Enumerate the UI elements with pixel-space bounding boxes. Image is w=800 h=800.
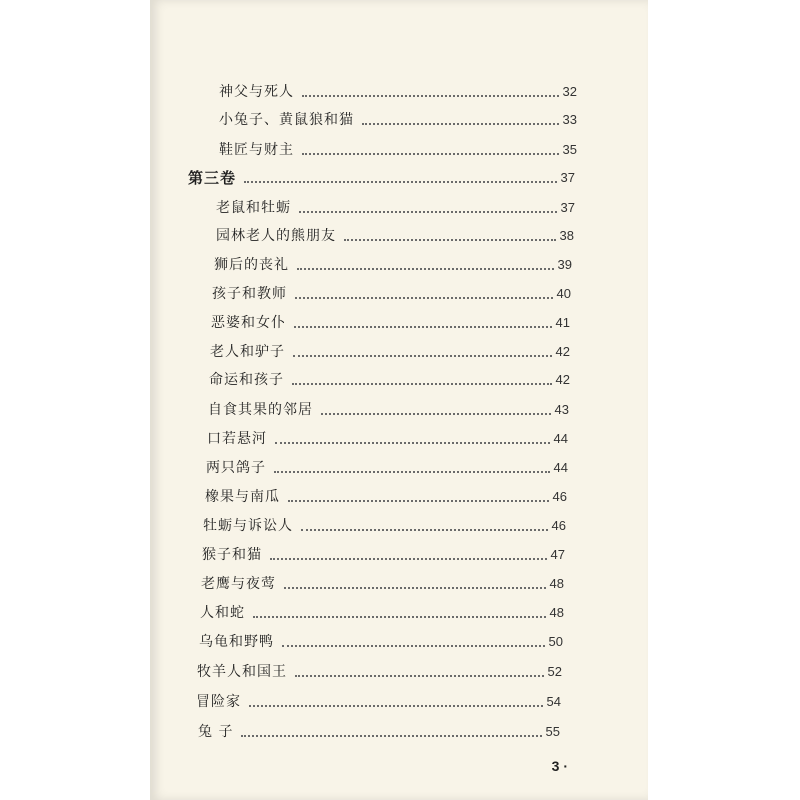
toc-entry-page: 40 <box>556 286 571 301</box>
toc-entry-page: 55 <box>545 724 560 739</box>
dot-leader <box>294 326 552 328</box>
toc-entry-page: 47 <box>550 547 565 562</box>
toc-entry-title: 老鹰与夜莺 <box>201 576 276 592</box>
toc-entry-title: 老人和驴子 <box>210 344 285 360</box>
dot-leader <box>288 500 549 502</box>
toc-entry <box>197 656 562 680</box>
toc-entry-title: 人和蛇 <box>200 605 245 621</box>
toc-entry <box>205 481 567 505</box>
toc-entry-title: 牧羊人和国王 <box>197 664 287 680</box>
toc-entry-page: 37 <box>560 170 575 185</box>
toc-entry <box>203 510 566 534</box>
dot-leader <box>344 239 556 241</box>
dot-leader <box>284 587 546 589</box>
toc-entry <box>210 336 570 360</box>
dot-leader <box>297 268 554 270</box>
toc-entry-page: 42 <box>555 372 570 387</box>
toc-entry-page: 46 <box>551 518 566 533</box>
toc-entry <box>211 307 570 331</box>
toc-entry <box>201 568 564 592</box>
toc-entry-page: 38 <box>559 228 574 243</box>
toc-entry-title: 口若悬河 <box>207 431 267 447</box>
toc-entry <box>209 364 570 388</box>
toc-entry <box>219 76 577 100</box>
toc-entry-title: 兔 子 <box>198 724 234 740</box>
dot-leader <box>241 735 541 737</box>
toc-entry-page: 46 <box>552 489 567 504</box>
toc-entry <box>214 249 572 273</box>
book-page <box>150 0 648 800</box>
dot-leader <box>293 355 552 357</box>
toc-entry-title: 狮后的丧礼 <box>214 257 289 273</box>
dot-leader <box>299 211 557 213</box>
toc-entry-page: 41 <box>555 315 570 330</box>
dot-leader <box>301 529 548 531</box>
toc-entry-title: 命运和孩子 <box>209 372 284 388</box>
toc-entry-title: 冒险家 <box>196 694 241 710</box>
toc-entry-page: 44 <box>553 431 568 446</box>
table-of-contents <box>150 0 648 800</box>
toc-entry <box>207 423 568 447</box>
toc-entry <box>212 278 571 302</box>
dot-leader <box>292 383 552 385</box>
toc-entry <box>202 539 565 563</box>
toc-entry-page: 32 <box>562 84 577 99</box>
toc-entry-page: 42 <box>555 344 570 359</box>
toc-entry-page: 43 <box>554 402 569 417</box>
dot-leader <box>244 181 557 183</box>
toc-entry-title: 孩子和教师 <box>212 286 287 302</box>
toc-entry-title: 乌龟和野鸭 <box>199 634 274 650</box>
dot-leader <box>274 471 550 473</box>
toc-entry-page: 35 <box>562 142 577 157</box>
toc-entry-page: 54 <box>546 694 561 709</box>
toc-entry-title: 小兔子、黄鼠狼和猫 <box>219 112 354 128</box>
toc-entry-title: 神父与死人 <box>219 84 294 100</box>
toc-entry-title: 两只鸽子 <box>206 460 266 476</box>
toc-entry <box>200 597 564 621</box>
dot-leader <box>302 95 559 97</box>
toc-entry-title: 园林老人的熊朋友 <box>216 228 336 244</box>
toc-entry <box>219 104 577 128</box>
toc-entry-page: 44 <box>553 460 568 475</box>
toc-entry-page: 50 <box>548 634 563 649</box>
toc-entry-title: 鞋匠与财主 <box>219 142 294 158</box>
dot-leader <box>295 297 553 299</box>
toc-entry <box>219 134 577 158</box>
toc-entry-page: 52 <box>547 664 562 679</box>
toc-entry-title: 老鼠和牡蛎 <box>216 200 291 216</box>
dot-leader <box>321 413 551 415</box>
toc-entry-page: 37 <box>560 200 575 215</box>
toc-entry-title: 自食其果的邻居 <box>208 402 313 418</box>
dot-leader <box>295 675 544 677</box>
page-number: 3 · <box>551 758 568 774</box>
toc-entry <box>216 192 575 216</box>
toc-entry-title: 橡果与南瓜 <box>205 489 280 505</box>
toc-entry <box>216 220 574 244</box>
toc-entry-page: 48 <box>549 576 564 591</box>
dot-leader <box>249 705 543 707</box>
toc-section-title: 第三卷 <box>188 169 237 187</box>
toc-entry-title: 牡蛎与诉讼人 <box>203 518 293 534</box>
toc-entry <box>196 686 561 710</box>
toc-section-heading <box>188 162 575 186</box>
toc-entry-title: 恶婆和女仆 <box>211 315 286 331</box>
dot-leader <box>362 123 559 125</box>
toc-entry-title: 猴子和猫 <box>202 547 262 563</box>
toc-entry <box>198 716 560 740</box>
toc-entry-page: 39 <box>557 257 572 272</box>
toc-entry-page: 33 <box>562 112 577 127</box>
dot-leader <box>275 442 550 444</box>
dot-leader <box>282 645 545 647</box>
toc-entry <box>199 626 563 650</box>
toc-entry-page: 48 <box>549 605 564 620</box>
dot-leader <box>302 153 559 155</box>
dot-leader <box>253 616 546 618</box>
toc-entry <box>208 394 569 418</box>
toc-entry <box>206 452 568 476</box>
dot-leader <box>270 558 547 560</box>
